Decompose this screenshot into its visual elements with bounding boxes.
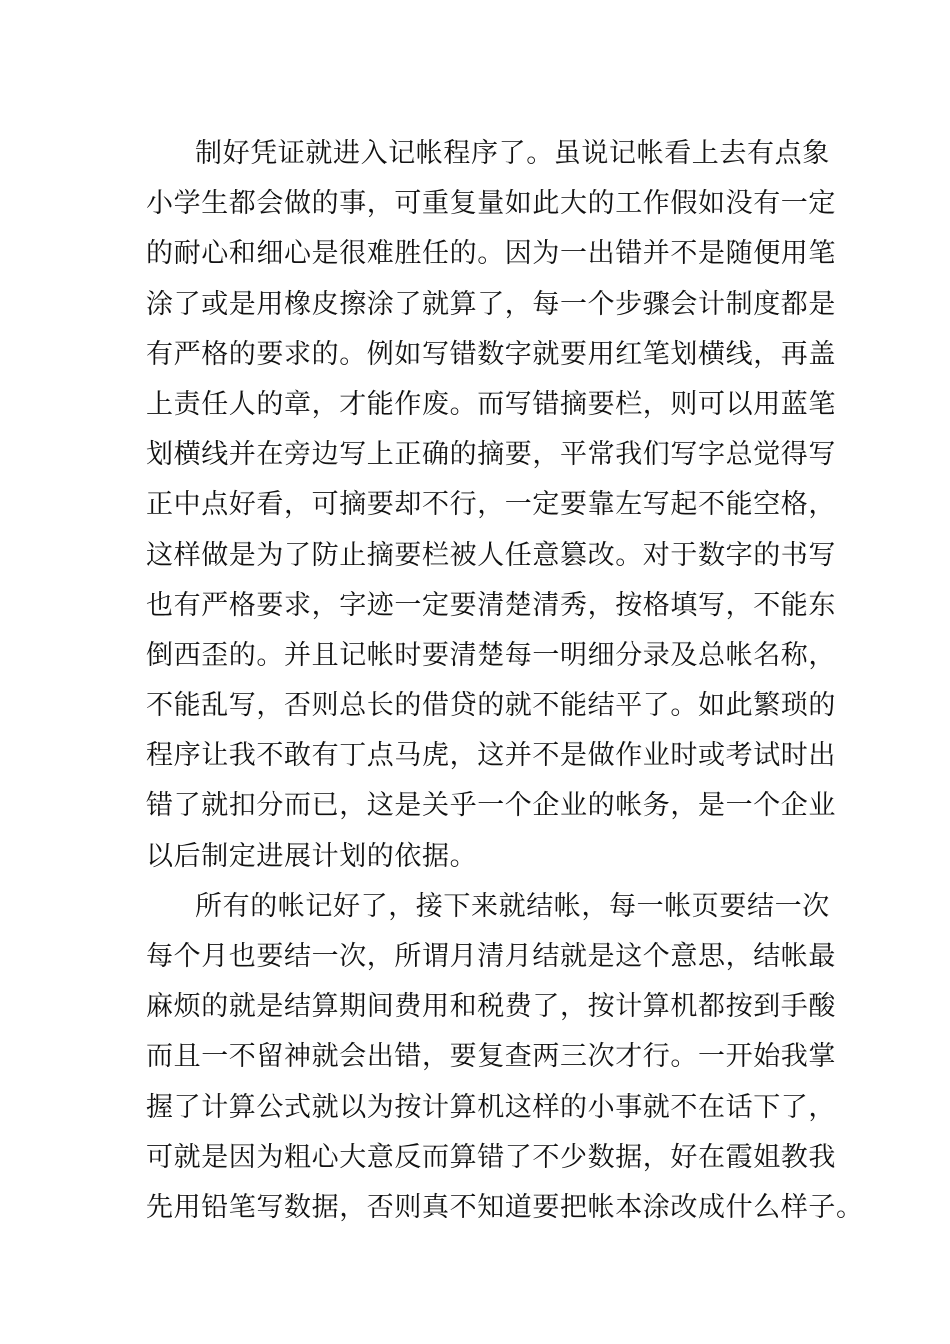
paragraph-2 xyxy=(146,882,864,1233)
text-line: 麻烦的就是结算期间费用和税费了，按计算机都按到手酸 xyxy=(146,991,836,1023)
text-line: 握了计算公式就以为按计算机这样的小事就不在话下了， xyxy=(146,1091,836,1123)
text-line: 涂了或是用橡皮擦涂了就算了，每一个步骤会计制度都是 xyxy=(146,288,836,320)
text-line: 划横线并在旁边写上正确的摘要，平常我们写字总觉得写 xyxy=(146,439,836,471)
text-line: 不能乱写，否则总长的借贷的就不能结平了。如此繁琐的 xyxy=(146,690,836,722)
text-line: 倒西歪的。并且记帐时要清楚每一明细分录及总帐名称， xyxy=(146,639,836,671)
document-body xyxy=(146,129,864,1233)
text-line: 可就是因为粗心大意反而算错了不少数据，好在霞姐教我 xyxy=(146,1141,836,1173)
text-line: 以后制定进展计划的依据。 xyxy=(146,840,478,872)
text-line: 小学生都会做的事，可重复量如此大的工作假如没有一定 xyxy=(146,188,836,220)
text-line: 错了就扣分而已，这是关乎一个企业的帐务，是一个企业 xyxy=(146,790,836,822)
text-line: 这样做是为了防止摘要栏被人任意篡改。对于数字的书写 xyxy=(146,539,836,571)
text-line: 上责任人的章，才能作废。而写错摘要栏，则可以用蓝笔 xyxy=(146,388,836,420)
text-line: 程序让我不敢有丁点马虎，这并不是做作业时或考试时出 xyxy=(146,740,836,772)
text-line: 的耐心和细心是很难胜任的。因为一出错并不是随便用笔 xyxy=(146,238,836,270)
text-line: 所有的帐记好了，接下来就结帐，每一帐页要结一次 xyxy=(195,890,830,922)
text-line: 每个月也要结一次，所谓月清月结就是这个意思，结帐最 xyxy=(146,941,836,972)
text-line: 制好凭证就进入记帐程序了。虽说记帐看上去有点象 xyxy=(195,138,830,169)
text-line: 而且一不留神就会出错，要复查两三次才行。一开始我掌 xyxy=(146,1041,836,1073)
text-line: 先用铅笔写数据，否则真不知道要把帐本涂改成什么样子。 xyxy=(146,1191,864,1223)
text-line: 有严格的要求的。例如写错数字就要用红笔划横线，再盖 xyxy=(146,338,836,370)
text-line: 正中点好看，可摘要却不行，一定要靠左写起不能空格， xyxy=(146,489,836,521)
text-line: 也有严格要求，字迹一定要清楚清秀，按格填写，不能东 xyxy=(146,589,836,621)
paragraph-1 xyxy=(146,129,836,882)
